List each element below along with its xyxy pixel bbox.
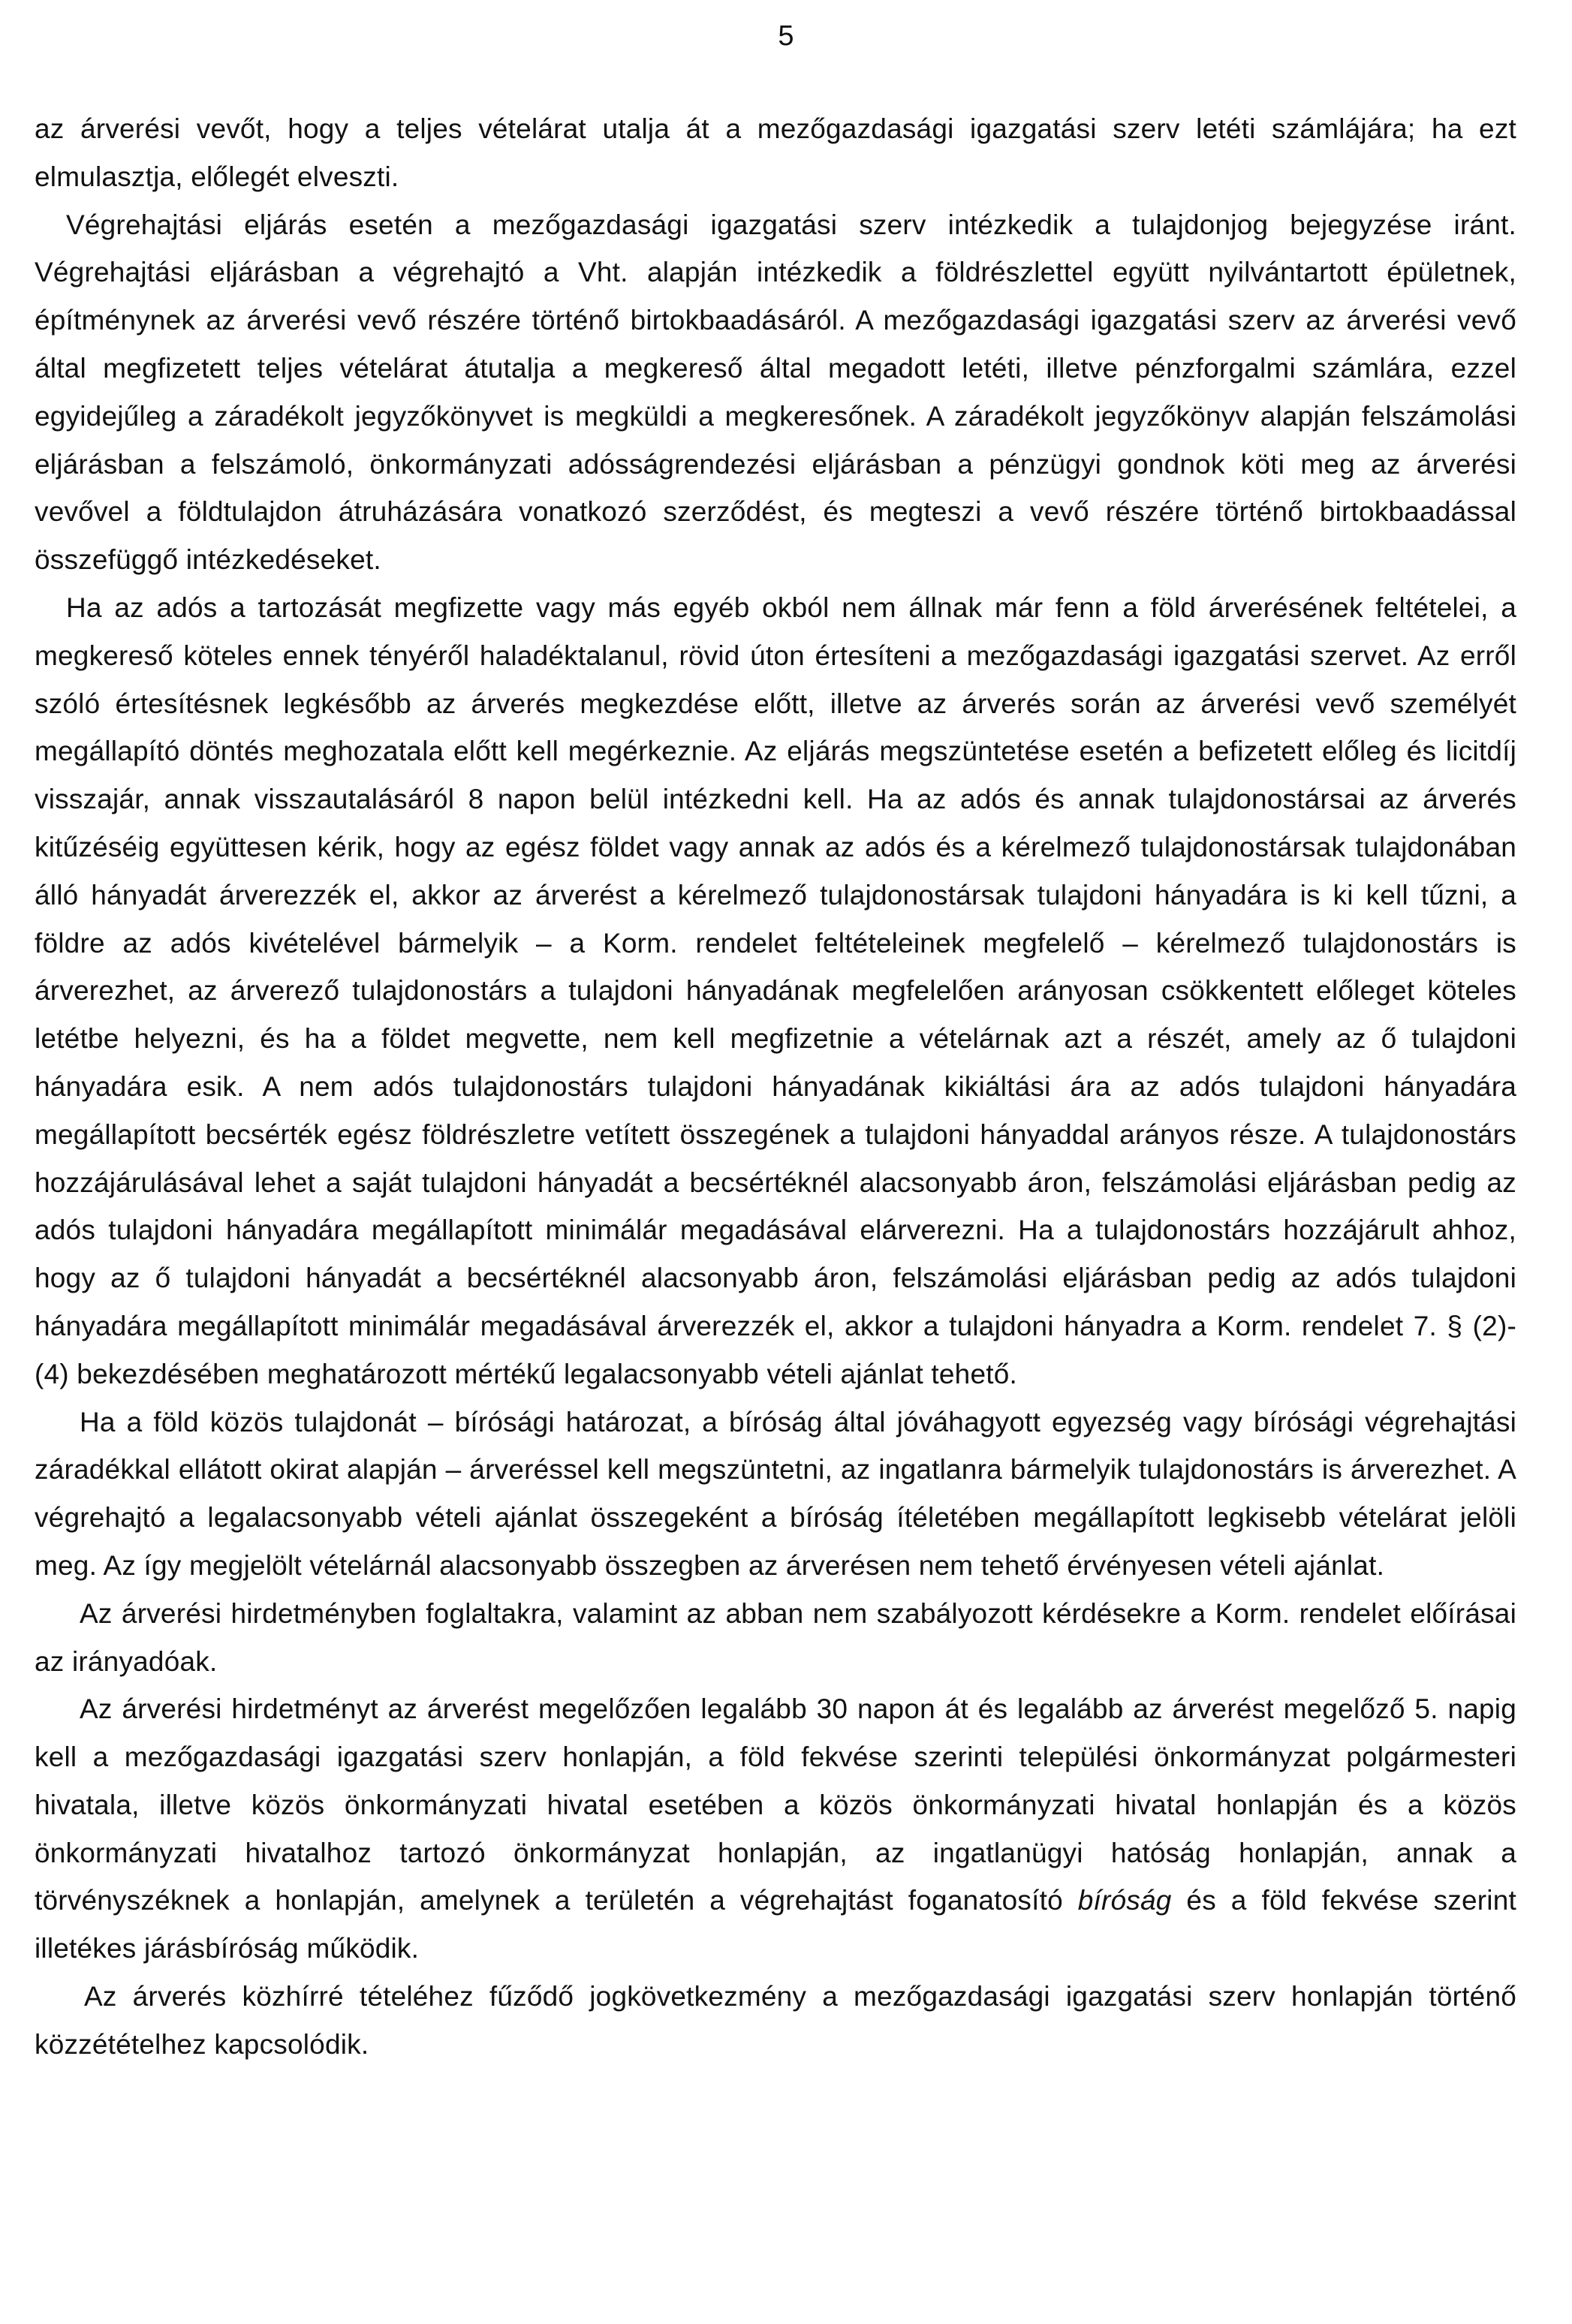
paragraph-enforcement-procedure: Végrehajtási eljárás esetén a mezőgazdasági igazgatási szerv intézkedik a tulajdonjog bejegyzése iránt. Végrehajtási eljárásban a végrehajtó a Vht. alapján intézkedik a földrészlettel együtt nyilvántartott épületnek, építménynek az árverési vevő részére történő birtokbaadásáról. A mezőgazdasági igazgatási szerv az árverési vevő által megfizetett teljes vételárat átutalja a megkereső által megadott letéti, illetve pénzforgalmi számlára, ezzel egyidejűleg a záradékolt jegyzőkönyvet is megküldi a megkeresőnek. A záradékolt jegyzőkönyv alapján felszámolási eljárásban a felszámoló, önkormányzati adósságrendezési eljárásban a pénzügyi gondnok köti meg az árverési vevővel a földtulajdon átruházására vonatkozó szerződést, és megteszi a vevő részére történő birtokbaadással összefüggő intézkedéseket.: [35, 209, 1516, 576]
paragraph-governing-rules: Az árverési hirdetményben foglaltakra, valamint az abban nem szabályozott kérdésekre a Korm. rendelet előírásai az irányadóak.: [35, 1597, 1516, 1677]
paragraph-continuation: az árverési vevőt, hogy a teljes vételárat utalja át a mezőgazdasági igazgatási szerv letéti számlájára; ha ezt elmulasztja, előlegét elveszti.: [35, 113, 1516, 192]
page-number: 5: [778, 20, 794, 52]
auction-notice-text-before: Az árverési hirdetményt az árverést megelőzően legalább 30 napon át és legalább az árverést megelőző 5. napig kell a mezőgazdasági igazgatási szerv honlapján, a föld fekvése szerinti települési önkormányzat polgármesteri hivatala, illetve közös önkormányzati hivatal esetében a közös önkormányzati hivatal honlapján és a közös önkormányzati hivatalhoz tartozó önkormányzat honlapján, az ingatlanügyi hatóság honlapján, annak a törvényszéknek a honlapján, amelynek a területén a végrehajtást foganatosító: [35, 1693, 1516, 1916]
auction-notice-text-after: és a föld fekvése szerint illetékes járásbíróság működik.: [35, 1885, 1516, 1964]
paragraph-publication-consequence: Az árverés közhírré tételéhez fűződő jogkövetkezmény a mezőgazdasági igazgatási szerv honlapján történő közzétételhez kapcsolódik.: [35, 1981, 1516, 2060]
paragraph-debtor-payment: Ha az adós a tartozását megfizette vagy más egyéb okból nem állnak már fenn a föld árverésének feltételei, a megkereső köteles ennek tényéről haladéktalanul, rövid úton értesíteni a mezőgazdasági igazgatási szervet. Az erről szóló értesítésnek legkésőbb az árverés megkezdése előtt, illetve az árverés során az árverési vevő személyét megállapító döntés meghozatala előtt kell megérkeznie. Az eljárás megszüntetése esetén a befizetett előleg és licitdíj visszajár, annak visszautalásáról 8 napon belül intézkedni kell. Ha az adós és annak tulajdonostársai az árverés kitűzéséig együttesen kérik, hogy az egész földet vagy annak az adós és a kérelmező tulajdonostársak tulajdonában álló hányadát árverezzék el, akkor az árverést a kérelmező tulajdonostársak tulajdoni hányadára is ki kell tűzni, a földre az adós kivételével bármelyik – a Korm. rendelet feltételeinek megfelelő – kérelmező tulajdonostárs is árverezhet, az árverező tulajdonostárs a tulajdoni hányadának megfelelően arányosan csökkentett előleget köteles letétbe helyezni, és ha a földet megvette, nem kell megfizetnie a vételárnak azt a részét, amely az ő tulajdoni hányadára esik. A nem adós tulajdonostárs tulajdoni hányadának kikiáltási ára az adós tulajdoni hányadára megállapított becsérték egész földrészletre vetített összegének a tulajdoni hányaddal arányos része. A tulajdonostárs hozzájárulásával lehet a saját tulajdoni hányadát a becsértéknél alacsonyabb áron, felszámolási eljárásban pedig az adós tulajdoni hányadára megállapított minimálár megadásával elárverezni. Ha a tulajdonostárs hozzájárult ahhoz, hogy az ő tulajdoni hányadát a becsértéknél alacsonyabb áron, felszámolási eljárásban pedig az adós tulajdoni hányadára megállapított minimálár megadásával árverezzék el, akkor a tulajdoni hányadra a Korm. rendelet 7. § (2)-(4) bekezdésében meghatározott mértékű legalacsonyabb vételi ajánlat tehető.: [35, 592, 1516, 1389]
document-body: [35, 105, 1516, 2069]
paragraph-common-ownership: Ha a föld közös tulajdonát – bírósági határozat, a bíróság által jóváhagyott egyezség vagy bírósági végrehajtási záradékkal ellátott okirat alapján – árveréssel kell megszüntetni, az ingatlanra bármelyik tulajdonostárs is árverezhet. A végrehajtó a legalacsonyabb vételi ajánlat összegeként a bíróság ítéletében megállapított legkisebb vételárat jelöli meg. Az így megjelölt vételárnál alacsonyabb összegben az árverésen nem tehető érvényesen vételi ajánlat.: [35, 1406, 1516, 1581]
paragraph-auction-notice: [35, 1685, 1516, 1973]
auction-notice-italic-word: bíróság: [1077, 1885, 1172, 1916]
